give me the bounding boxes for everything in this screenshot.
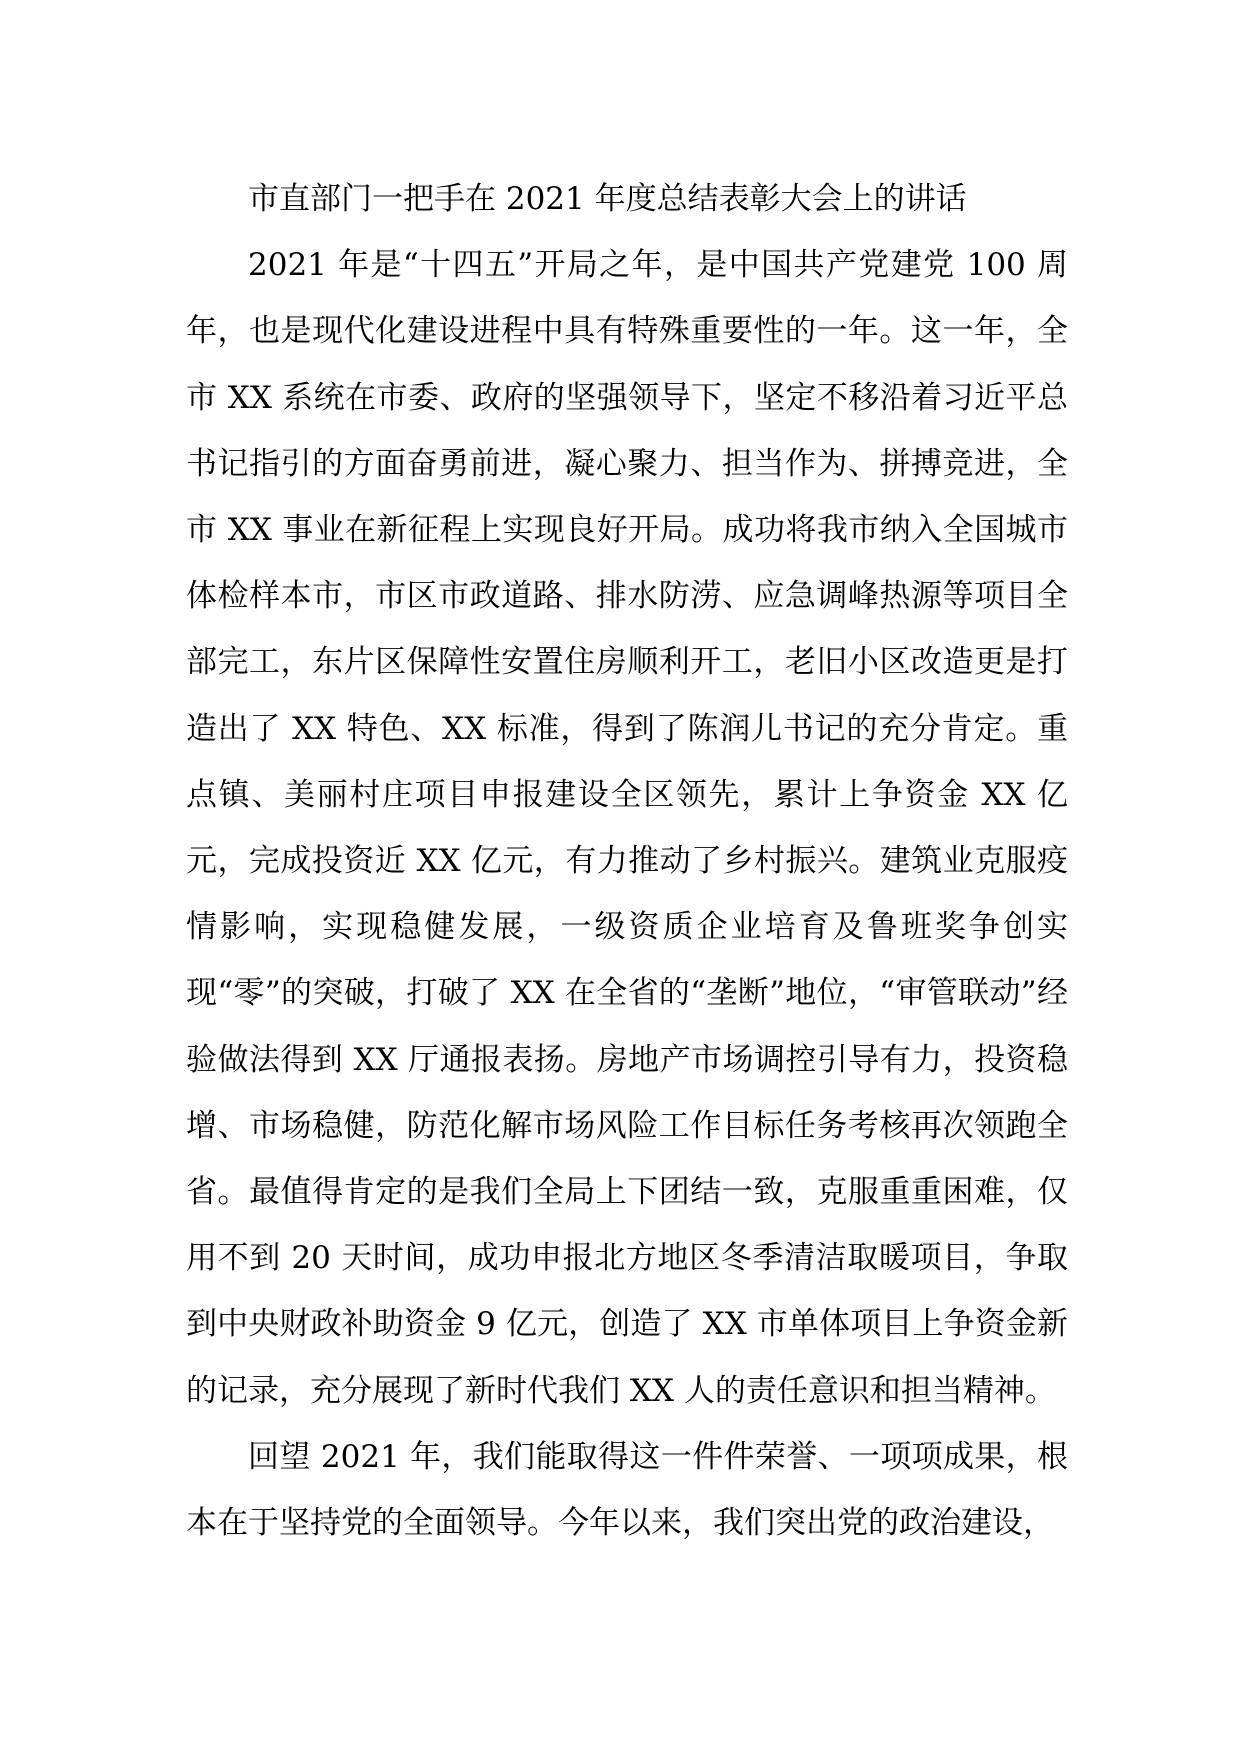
document-body xyxy=(186,166,1068,1556)
document-title: 市直部门一把手在 2021 年度总结表彰大会上的讲话 xyxy=(248,181,967,217)
body-paragraph-2: 回望 2021 年，我们能取得这一件件荣誉、一项项成果，根本在于坚持党的全面领导。今年以来，我们突出党的政治建设， xyxy=(186,1438,1068,1542)
body-paragraph-1: 2021 年是“十四五”开局之年，是中国共产党建党 100 周年，也是现代化建设进程中具有特殊重要性的一年。这一年，全市 XX 系统在市委、政府的坚强领导下，坚定不移沿着习近平总书记指引的方面奋勇前进，凝心聚力、担当作为、拼搏竞进，全市 XX 事业在新征程上实现良好开局。成功将我市纳入全国城市体检样本市，市区市政道路、排水防涝、应急调峰热源等项目全部完工，东片区保障性安置住房顺利开工，老旧小区改造更是打造出了 XX 特色、XX 标准，得到了陈润儿书记的充分肯定。重点镇、美丽村庄项目申报建设全区领先，累计上争资金 XX 亿元，完成投资近 XX 亿元，有力推动了乡村振兴。建筑业克服疫情影响，实现稳健发展，一级资质企业培育及鲁班奖争创实现“零”的突破，打破了 XX 在全省的“垄断”地位，“审管联动”经验做法得到 XX 厅通报表扬。房地产市场调控引导有力，投资稳增、市场稳健，防范化解市场风险工作目标任务考核再次领跑全省。最值得肯定的是我们全局上下团结一致，克服重重困难，仅用不到 20 天时间，成功申报北方地区冬季清洁取暖项目，争取到中央财政补助资金 9 亿元，创造了 XX 市单体项目上争资金新的记录，充分展现了新时代我们 XX 人的责任意识和担当精神。 xyxy=(186,247,1068,1409)
